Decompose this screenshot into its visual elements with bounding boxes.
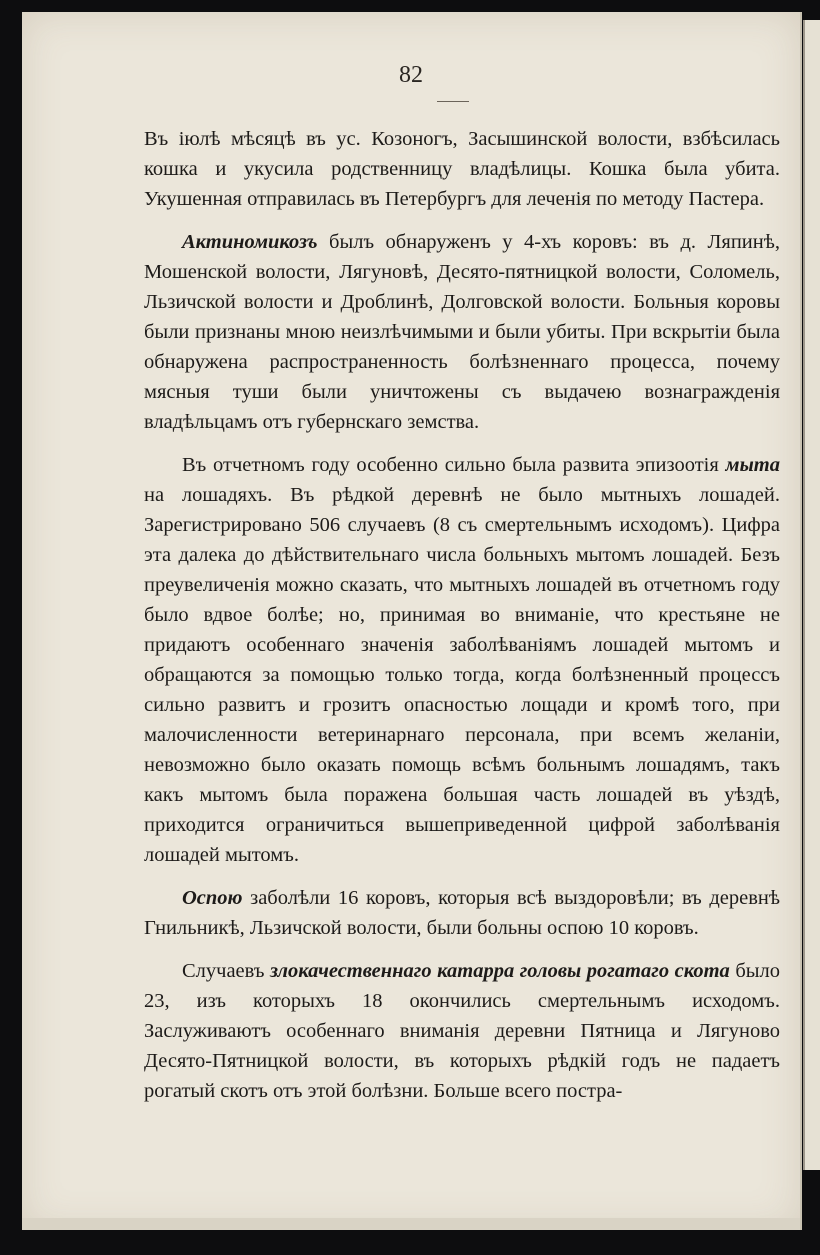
paragraph-rabies-cat xyxy=(144,124,780,214)
paragraph-strangles xyxy=(144,450,780,870)
term-catarrhal-fever: злокачественнаго катарра головы рогатаго скота xyxy=(269,960,730,982)
paragraph-text-before: Въ отчетномъ году особенно сильно была развита эпизоотія xyxy=(182,454,726,476)
book-page xyxy=(22,12,802,1230)
adjacent-page-edge xyxy=(803,20,820,1170)
term-actinomycosis: Актиномикозъ xyxy=(182,231,318,253)
term-cowpox: Оспою xyxy=(182,887,243,909)
paragraph-text: Въ іюлѣ мѣсяцѣ въ ус. Козоногъ, Засышинской волости, взбѣсилась кошка и укусила родственницу владѣлицы. Кошка была убита. Укушенная отправилась въ Петербургъ для леченія по методу Пастера. xyxy=(144,128,780,210)
paragraph-text: заболѣли 16 коровъ, которыя всѣ выздоровѣли; въ деревнѣ Гнильникѣ, Льзичской волости, были больны оспою 10 коровъ. xyxy=(144,887,780,939)
paragraph-actinomycosis xyxy=(144,227,780,437)
paragraph-text: былъ обнаруженъ у 4-хъ коровъ: въ д. Ляпинѣ, Мошенской волости, Лягуновѣ, Десято-пятницкой волости, Соломель, Льзичской волости и Дроблинѣ, Долговской волости. Больныя коровы были признаны мною неизлѣчимыми и были убиты. При вскрытіи была обнаружена распространенность болѣзненнаго процесса, почему мясныя туши были уничтожены съ выдачею вознагражденія владѣльцамъ отъ губернскаго земства. xyxy=(144,231,780,433)
page-number: 82 xyxy=(399,62,423,88)
paragraph-text-after: на лошадяхъ. Въ рѣдкой деревнѣ не было мытныхъ лошадей. Зарегистрировано 506 случаевъ (8 съ смертельнымъ исходомъ). Цифра эта далека до дѣйствительнаго числа больныхъ мытомъ лошадей. Безъ преувеличенія можно сказать, что мытныхъ лошадей въ отчетномъ году было вдвое болѣе; но, принимая во вниманіе, что крестьяне не придаютъ особеннаго значенія заболѣваніямъ лошадей мытомъ и обращаются за помощью только тогда, когда болѣзненный процессъ сильно развитъ и грозитъ опасностью лощади и кромѣ того, при малочисленности ветеринарнаго персонала, при всемъ желаніи, невозможно было оказать помощь всѣмъ больнымъ лошадямъ, такъ какъ мытомъ была поражена большая часть лошадей въ уѣздѣ, приходится ограничиться вышеприведенной цифрой заболѣванія лошадей мытомъ. xyxy=(144,484,780,866)
paragraph-catarrhal-fever xyxy=(144,956,780,1106)
paragraph-text-before: Случаевъ xyxy=(182,960,270,982)
paragraph-cowpox xyxy=(144,883,780,943)
page-bottom-edge xyxy=(22,1218,800,1230)
page-number-ornament xyxy=(437,98,469,102)
term-strangles: мыта xyxy=(725,454,780,476)
paragraph-text-after: было 23, изъ которыхъ 18 окончились смертельнымъ исходомъ. Заслуживаютъ особеннаго вниманія деревни Пятница и Лягуново Десято-Пятницкой волости, въ которыхъ рѣдкій годъ не падаетъ рогатый скотъ отъ этой болѣзни. Больше всего постра- xyxy=(144,960,781,1102)
body-text xyxy=(144,124,780,1119)
